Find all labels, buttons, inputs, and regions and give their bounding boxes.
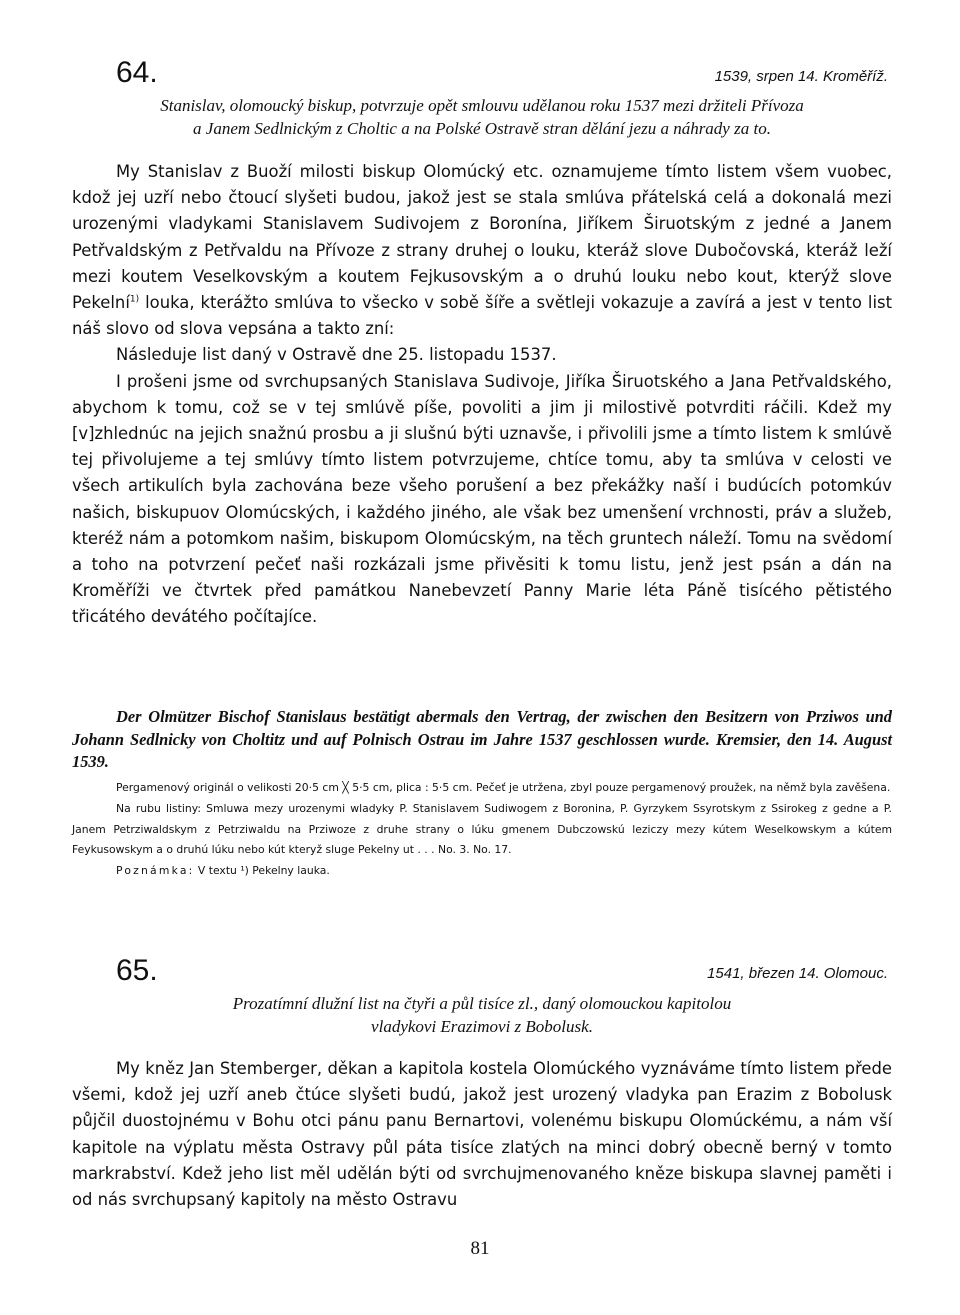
body-paragraph-1-text: My Stanislav z Buoží milosti biskup Olomúcký etc. oznamujeme tímto listem všem vuobec, kdož jej uzří nebo čtoucí slyšeti budou, jakož jest se stala smlúva přátelská celá a dokonalá mezi urozenými vladykami Stanislavem Sudivojem z Boronína, Jiříkem Širuotským z jedné a Janem Petřvaldským z Petřvaldu na Přívoze z strany druhej o louku, kteráž slove Dubočovská, kteráž leží mezi koutem Veselkovským a koutem Fejkusovským a o druhú louku nebo kout, kterýž slove Pekelní [72,162,892,313]
archival-notes-64 [72,778,892,882]
note-verso: Na rubu listiny: Smluwa mezy urozenymi wladyky P. Stanislavem Sudiwogem z Boronina, P. Gyrzykem Ssyrotskym z Ssirokeg z gedne a P. Janem Petrziwaldskym z Petrziwaldu na Przіwoze z druhe strany o lúku gmenem Dubczowskú leziczy mezy kútem Weselkowskym a kútem Feykusowskym a o druhú lúku nebo kút kteryž sluge Pekelny ut . . . No. 3. No. 17. [72,801,892,857]
regest-heading-64 [72,94,892,140]
document-number-64: 64. [116,56,158,89]
regest-heading-64-line1: Stanislav, olomoucký biskup, potvrzuje opět smlouvu udělanou roku 1537 mezi držiteli Přívoza [160,96,804,115]
dateline-64: 1539, srpen 14. Kroměříž. [714,68,888,85]
note-remark [72,861,892,882]
regest-heading-65-line2: vladykovi Erazimovi z Bobolusk. [371,1017,593,1036]
document-body-65 [72,1056,892,1213]
note-remark-label: Poznámka: [116,864,195,878]
note-original: Pergamenový originál o velikosti 20·5 cm ╳ 5·5 cm, plica : 5·5 cm. Pečeť je utržena, zbyl pouze pergamenový proužek, na němž byla zavěšena. [116,781,891,794]
note-remark-text: V textu ¹) Pekelny lauka. [194,864,330,878]
body-paragraph-1 [72,159,892,342]
document-body-64 [72,159,892,631]
page-number: 81 [470,1238,490,1259]
german-regest-64: Der Olmützer Bischof Stanislaus bestätigt abermals den Vertrag, der zwischen den Besitzern von Prziwos und Johann Sedlnicky von Choltitz und auf Polnisch Ostrau im Jahre 1537 geschlossen wurde. Kremsier, den 14. August 1539. [72,707,892,771]
regest-heading-65-line1: Prozatímní dlužní list na čtyři a půl tisíce zl., daný olomouckou kapitolou [232,994,732,1013]
body-paragraph-3: I prošeni jsme od svrchupsaných Stanislava Sudivoje, Jiříka Širuotského a Jana Petřvaldského, abychom k tomu, což se v tej smlúvě píše, povoliti a jim ji milostivě potvrditi ráčili. Kdež my [v]zhlednúc na jejich snažnú prosbu a ji slušnú býti uznavše, i přivolili jsme a tímto listem k smlúvě tej přivolujeme a tej smlúvy tímto listem potvrzujeme, chtíce tomu, aby ta smlúva v celosti ve všech artikulích byla zachována beze všeho porušení a bez překážky naší i budúcích potomkúv našich, biskupuov Olomúcských, i každého jiného, ale však bez umenšení vrchnosti, práv a služeb, kteréž nám a potomkom našim, biskupom Olomúcským, na těch gruntech náleží. Tomu na svědomí a toho na potvrzení pečeť naši rozkázali jsme přivěsiti k tomu listu, jenž jest psán a dán na Kroměříži ve čtvrtek před památkou Nanebevzetí Panny Marie léta Páně tisícého pětistého třicátého devátého počítajíce. [72,371,892,627]
body-paragraph-1-tail: louka, kterážto smlúva to všecko v sobě šíře a světleji vokazuje a zavírá a jest v tento list náš slovo od slova vepsána a takto zní: [72,293,892,339]
document-number-65: 65. [116,954,158,987]
body-65-paragraph-1: My kněz Jan Stemberger, děkan a kapitola kostela Olomúckého vyznáváme tímto listem předе všemi, kdož jej uzří aneb čtúce slyšeti budú, jakož jest urozený vladyka pan Erazim z Bobolusk půjčil duostojnému v Bohu otci pánu panu Bernartovi, volenému biskupu Olomúckému, a nám vší kapitole na výplatu města Ostravy půl páta tisíce zlatých na minci dobrý obecně berný v tomto markrabství. Kdež jeho list měl udělán býti od svrchujmenovaného kněze biskupa slavnej paměti i od nás svrchupsaný kapitoly na město Ostravu [72,1059,892,1210]
footnote-mark: 1) [129,294,140,305]
regest-heading-64-line2: a Janem Sedlnickým z Choltic a na Polské Ostravě stran dělání jezu a náhrady za to. [193,119,771,138]
body-paragraph-2: Následuje list daný v Ostravě dne 25. listopadu 1537. [116,345,557,365]
dateline-65: 1541, březen 14. Olomouc. [707,965,888,982]
regest-heading-65 [72,992,892,1038]
